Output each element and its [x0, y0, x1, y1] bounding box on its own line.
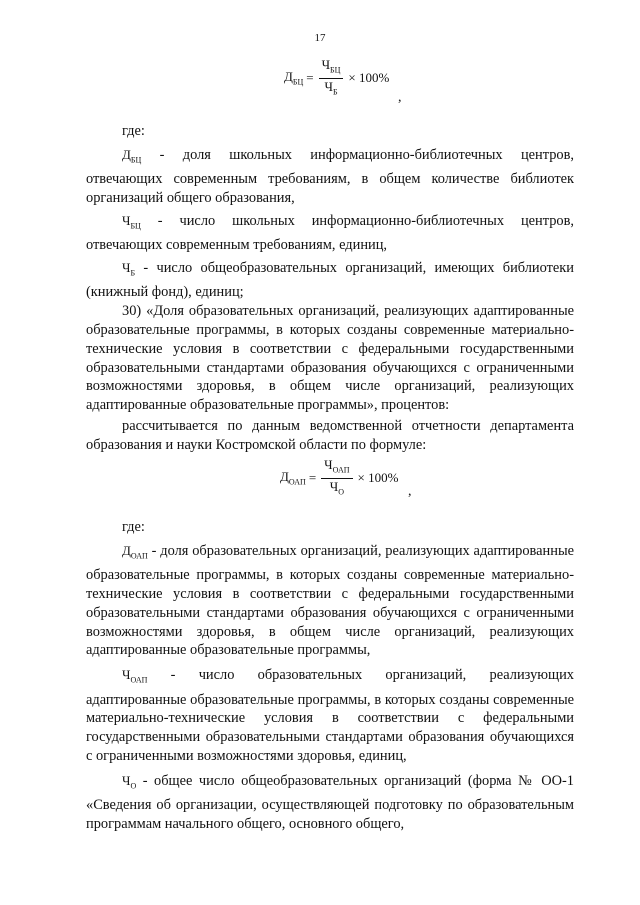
definition-symbol: $Ч_{ОАП}$ [122, 667, 148, 685]
formula-lhs: $Д_{ОАП}$ [280, 469, 306, 487]
text-block-2 [86, 518, 574, 834]
calculation-note: рассчитывается по данным ведомственной отчетности департамента образования и науки Костромской области по формуле: [86, 417, 574, 453]
definition-dbc: $Д_{БЦ}$ - доля школьных информационно-библиотечных центров, отвечающих современным требованиям, в общем количестве библиотек организаций общего образования, [86, 146, 574, 206]
definition-symbol: $Ч_Б$ [122, 259, 136, 278]
formula-equals: = [306, 70, 314, 86]
formula-doap [280, 458, 398, 498]
definition-symbol: $Д_{БЦ}$ [122, 146, 142, 165]
formula-multiplier: × 100% [348, 70, 390, 86]
formula-denominator: $Ч_Б$ [324, 78, 338, 97]
item-30: 30) «Доля образовательных организаций, реализующих адаптированные образовательные программы, в которых созданы современные материально-технические условия в соответствии с федеральными государственными образовательными стандартами образования обучающихся с ограниченными возможностями здоровья, в общем числе организаций, реализующих адаптированные образовательные программы», процентов: [86, 303, 574, 414]
formula-comma: , [398, 90, 402, 105]
definition-chbc: $Ч_{БЦ}$ - число школьных информационно-библиотечных центров, отвечающих современным требованиям, единиц, [86, 212, 574, 254]
where-label: где: [122, 519, 145, 535]
formula-equals: = [308, 470, 317, 486]
definition-doap: $Д_{ОАП}$ - доля образовательных организаций, реализующих адаптированные образовательные программы, в которых созданы современные материально-технические условия в соответствии с федеральными государственными образовательными стандартами образования обучающихся с ограниченными возможностями здоровья, в общем числе организаций, реализующих адаптированные образовательные программы, [86, 542, 574, 659]
formula-denominator: $Ч_О$ [329, 478, 344, 497]
where-label: где: [122, 123, 145, 139]
formula-comma: , [408, 484, 412, 499]
formula-numerator: $Ч_{БЦ}$ [319, 58, 344, 79]
definition-cho: $Ч_О$ - общее число общеобразовательных организаций (форма № ОО-1 «Сведения об организации, осуществляющей подготовку по образовательным программам начального общего, основного общего, [86, 772, 574, 832]
definition-symbol: $Д_{ОАП}$ [122, 542, 148, 561]
page-number: 17 [314, 32, 326, 44]
formula-fraction [319, 58, 344, 98]
text-block-1 [86, 122, 574, 455]
formula-multiplier: × 100% [357, 470, 399, 486]
formula-fraction [321, 458, 352, 498]
definition-choap: $Ч_{ОАП}$ - число образовательных организаций, реализующих адаптированные образовательные программы, в которых созданы современные материально-технические условия в соответствии с федеральными государственными образовательными стандартами образования обучающихся с ограниченными возможностями здоровья, единиц, [86, 667, 574, 764]
definition-symbol: $Ч_О$ [122, 772, 137, 791]
definition-symbol: $Ч_{БЦ}$ [122, 212, 141, 231]
formula-numerator: $Ч_{ОАП}$ [321, 458, 352, 479]
formula-dbc [284, 58, 389, 98]
definition-chb: $Ч_Б$ - число общеобразовательных организаций, имеющих библиотеки (книжный фонд), единиц; [86, 259, 574, 301]
formula-lhs: $Д_{БЦ}$ [284, 69, 304, 87]
